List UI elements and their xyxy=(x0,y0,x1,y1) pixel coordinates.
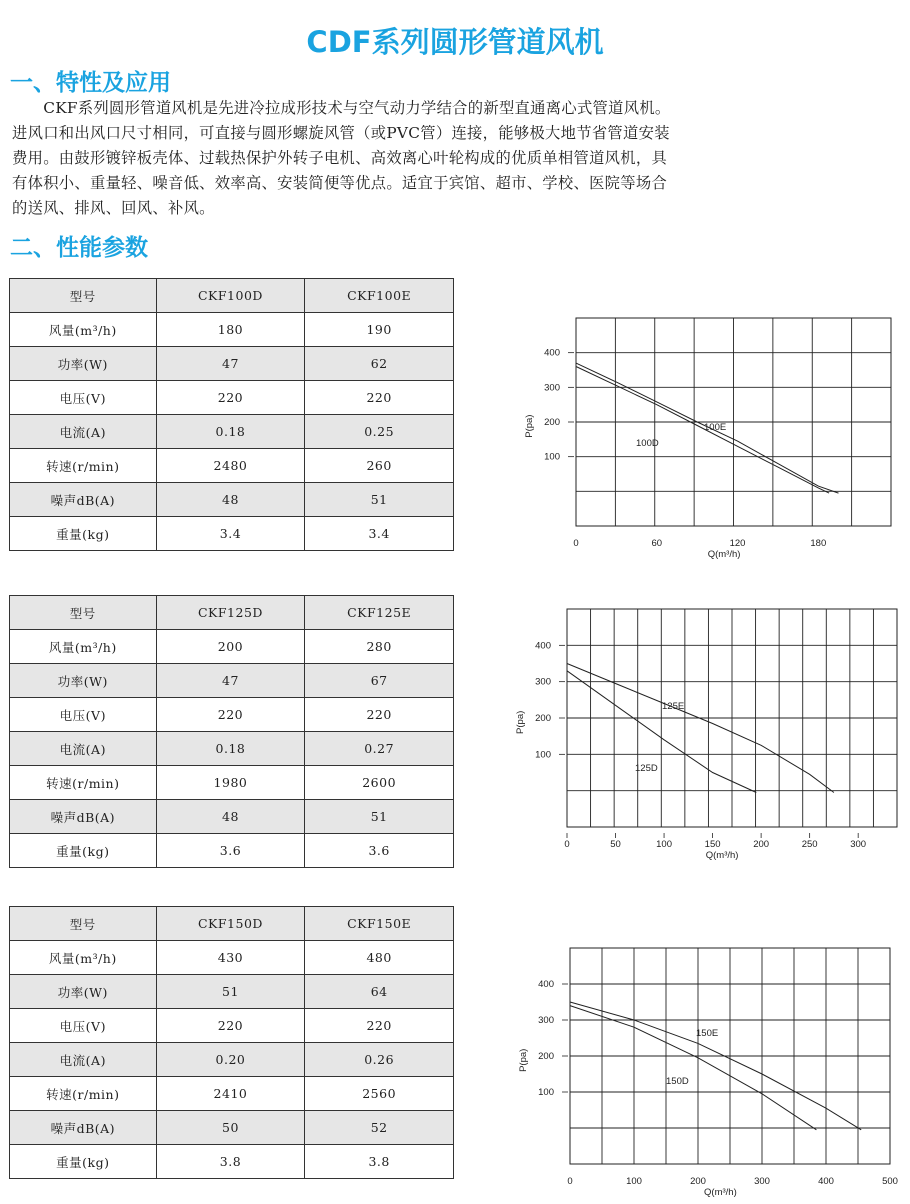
table-row xyxy=(10,347,454,381)
x-tick-label: 60 xyxy=(651,538,663,549)
table-cell: 280 xyxy=(305,630,454,664)
x-tick-label: 200 xyxy=(753,839,770,850)
series-label-150e: 150E xyxy=(696,1028,719,1039)
table-row xyxy=(10,800,454,834)
page-title: CDF系列圆形管道风机 xyxy=(306,25,604,59)
table-row xyxy=(10,1111,454,1145)
table-header-row xyxy=(10,596,454,630)
table-row xyxy=(10,941,454,975)
table-cell: 220 xyxy=(305,1009,454,1043)
chart-grid xyxy=(567,609,897,827)
series-line-150d xyxy=(570,1006,816,1130)
table-row-label: 型号 xyxy=(10,279,157,313)
series-label-125e: 125E xyxy=(662,701,685,712)
performance-heading: 二、性能参数 xyxy=(10,235,148,261)
y-tick-label: 100 xyxy=(538,1087,554,1098)
table-cell: 51 xyxy=(305,800,454,834)
table-row-label: 转速(r/min) xyxy=(10,449,157,483)
table-row xyxy=(10,313,454,347)
table-row xyxy=(10,975,454,1009)
table-row xyxy=(10,630,454,664)
table-cell: 190 xyxy=(305,313,454,347)
performance-chart-150 xyxy=(520,944,910,1204)
table-row xyxy=(10,834,454,868)
table-cell: 3.8 xyxy=(305,1145,454,1179)
intro-line: 费用。由鼓形镀锌板壳体、过载热保护外转子电机、高效离心叶轮构成的优质单相管道风机，具 xyxy=(12,149,668,167)
table-cell: CKF150D xyxy=(156,907,305,941)
x-tick-label: 200 xyxy=(690,1176,706,1187)
x-tick-label: 100 xyxy=(656,839,672,850)
table-cell: 47 xyxy=(156,664,305,698)
y-tick-label: 300 xyxy=(538,1015,554,1026)
x-tick-label: 0 xyxy=(564,839,570,850)
y-tick-label: 200 xyxy=(538,1051,554,1062)
table-row xyxy=(10,1043,454,1077)
table-header-row xyxy=(10,279,454,313)
x-tick-label: 250 xyxy=(801,839,818,850)
x-tick-label: 400 xyxy=(818,1176,834,1187)
table-cell: 1980 xyxy=(156,766,305,800)
table-cell: CKF100E xyxy=(305,279,454,313)
table-cell: 0.26 xyxy=(305,1043,454,1077)
y-tick-label: 300 xyxy=(544,382,560,394)
intro-paragraph xyxy=(12,96,902,221)
y-tick-label: 400 xyxy=(544,347,560,359)
table-row-label: 电流(A) xyxy=(10,415,157,449)
table-cell: CKF100D xyxy=(156,279,305,313)
table-cell: 51 xyxy=(305,483,454,517)
table-row-label: 风量(m³/h) xyxy=(10,941,157,975)
performance-chart-100 xyxy=(520,315,910,565)
table-row xyxy=(10,698,454,732)
performance-chart-125 xyxy=(515,608,910,883)
table-cell: 180 xyxy=(156,313,305,347)
table-row xyxy=(10,415,454,449)
table-row xyxy=(10,517,454,551)
chart-grid xyxy=(576,318,891,526)
table-cell: 220 xyxy=(156,698,305,732)
table-cell: CKF125E xyxy=(305,596,454,630)
series-label-100e: 100E xyxy=(704,422,727,433)
table-row-label: 电压(V) xyxy=(10,381,157,415)
table-cell: 67 xyxy=(305,664,454,698)
table-row xyxy=(10,766,454,800)
table-cell: 3.4 xyxy=(305,517,454,551)
x-tick-label: 0 xyxy=(567,1176,573,1187)
table-row-label: 型号 xyxy=(10,596,157,630)
table-cell: 0.18 xyxy=(156,415,305,449)
y-axis-label: P(pa) xyxy=(515,710,526,734)
table-cell: 50 xyxy=(156,1111,305,1145)
table-cell: 0.27 xyxy=(305,732,454,766)
table-row-label: 重量(kg) xyxy=(10,517,157,551)
table-row-label: 功率(W) xyxy=(10,347,157,381)
table-row xyxy=(10,483,454,517)
table-row xyxy=(10,664,454,698)
intro-line: CKF系列圆形管道风机是先进冷拉成形技术与空气动力学结合的新型直通离心式管道风机。 xyxy=(12,99,671,117)
table-row-label: 电流(A) xyxy=(10,1043,157,1077)
table-row xyxy=(10,381,454,415)
table-cell: 3.6 xyxy=(156,834,305,868)
x-tick-label: 150 xyxy=(704,839,721,850)
table-cell: 48 xyxy=(156,483,305,517)
spec-table-ckf150 xyxy=(9,906,454,1179)
table-cell: 430 xyxy=(156,941,305,975)
series-label-100d: 100D xyxy=(636,438,659,449)
table-row-label: 转速(r/min) xyxy=(10,766,157,800)
table-cell: 220 xyxy=(156,381,305,415)
x-tick-label: 300 xyxy=(754,1176,770,1187)
table-row xyxy=(10,1077,454,1111)
y-tick-label: 100 xyxy=(535,749,551,761)
table-row-label: 功率(W) xyxy=(10,975,157,1009)
intro-line: 进风口和出风口尺寸相同，可直接与圆形螺旋风管（或PVC管）连接，能够极大地节省管道安装 xyxy=(12,124,670,142)
x-tick-label: 180 xyxy=(810,538,827,549)
table-row-label: 风量(m³/h) xyxy=(10,630,157,664)
table-row xyxy=(10,1145,454,1179)
table-cell: 2600 xyxy=(305,766,454,800)
table-cell: 3.6 xyxy=(305,834,454,868)
table-cell: 47 xyxy=(156,347,305,381)
table-row xyxy=(10,1009,454,1043)
table-row-label: 噪声dB(A) xyxy=(10,1111,157,1145)
table-cell: 480 xyxy=(305,941,454,975)
table-cell: CKF150E xyxy=(305,907,454,941)
intro-line: 的送风、排风、回风、补风。 xyxy=(12,199,215,217)
table-cell: 0.18 xyxy=(156,732,305,766)
y-tick-label: 200 xyxy=(544,417,560,428)
table-cell: 51 xyxy=(156,975,305,1009)
table-row-label: 重量(kg) xyxy=(10,834,157,868)
y-tick-label: 400 xyxy=(538,979,554,990)
table-header-row xyxy=(10,907,454,941)
x-tick-label: 50 xyxy=(610,839,621,850)
y-axis-label: P(pa) xyxy=(524,414,535,438)
x-tick-label: 100 xyxy=(626,1176,642,1187)
series-label-125d: 125D xyxy=(635,763,658,774)
spec-table-ckf125 xyxy=(9,595,454,868)
table-cell: 3.4 xyxy=(156,517,305,551)
x-tick-label: 500 xyxy=(882,1176,898,1187)
y-tick-label: 100 xyxy=(544,451,560,463)
x-tick-label: 0 xyxy=(573,538,579,549)
series-line-125e xyxy=(567,664,834,793)
table-cell: 220 xyxy=(305,698,454,732)
table-cell: 220 xyxy=(156,1009,305,1043)
intro-line: 有体积小、重量轻、噪音低、效率高、安装简便等优点。适宜于宾馆、超市、学校、医院等场合 xyxy=(12,174,668,192)
table-row-label: 型号 xyxy=(10,907,157,941)
x-axis-label: Q(m³/h) xyxy=(707,549,741,560)
spec-table-ckf100 xyxy=(9,278,454,551)
y-tick-label: 300 xyxy=(535,676,551,688)
series-line-100d xyxy=(576,367,829,494)
table-cell: 220 xyxy=(305,381,454,415)
table-cell: 200 xyxy=(156,630,305,664)
table-cell: 3.8 xyxy=(156,1145,305,1179)
y-axis-label: P(pa) xyxy=(518,1048,529,1072)
table-row xyxy=(10,732,454,766)
x-axis-label: Q(m³/h) xyxy=(705,850,739,861)
table-cell: 48 xyxy=(156,800,305,834)
x-axis-label: Q(m³/h) xyxy=(704,1187,737,1198)
y-tick-label: 400 xyxy=(535,640,551,652)
table-cell: 62 xyxy=(305,347,454,381)
table-cell: 52 xyxy=(305,1111,454,1145)
x-tick-label: 120 xyxy=(729,538,746,549)
table-row-label: 噪声dB(A) xyxy=(10,483,157,517)
table-row-label: 转速(r/min) xyxy=(10,1077,157,1111)
table-cell: 64 xyxy=(305,975,454,1009)
series-line-150e xyxy=(570,1002,861,1130)
series-label-150d: 150D xyxy=(666,1076,689,1087)
chart-grid xyxy=(570,948,890,1164)
table-row-label: 电压(V) xyxy=(10,1009,157,1043)
table-row-label: 噪声dB(A) xyxy=(10,800,157,834)
table-cell: 2480 xyxy=(156,449,305,483)
table-row xyxy=(10,449,454,483)
table-row-label: 电流(A) xyxy=(10,732,157,766)
table-cell: CKF125D xyxy=(156,596,305,630)
table-row-label: 重量(kg) xyxy=(10,1145,157,1179)
features-heading: 一、特性及应用 xyxy=(10,70,171,96)
table-row-label: 功率(W) xyxy=(10,664,157,698)
y-tick-label: 200 xyxy=(535,713,551,724)
x-tick-label: 300 xyxy=(850,839,867,850)
table-cell: 260 xyxy=(305,449,454,483)
table-row-label: 电压(V) xyxy=(10,698,157,732)
table-cell: 0.25 xyxy=(305,415,454,449)
table-row-label: 风量(m³/h) xyxy=(10,313,157,347)
table-cell: 2560 xyxy=(305,1077,454,1111)
table-cell: 0.20 xyxy=(156,1043,305,1077)
table-cell: 2410 xyxy=(156,1077,305,1111)
